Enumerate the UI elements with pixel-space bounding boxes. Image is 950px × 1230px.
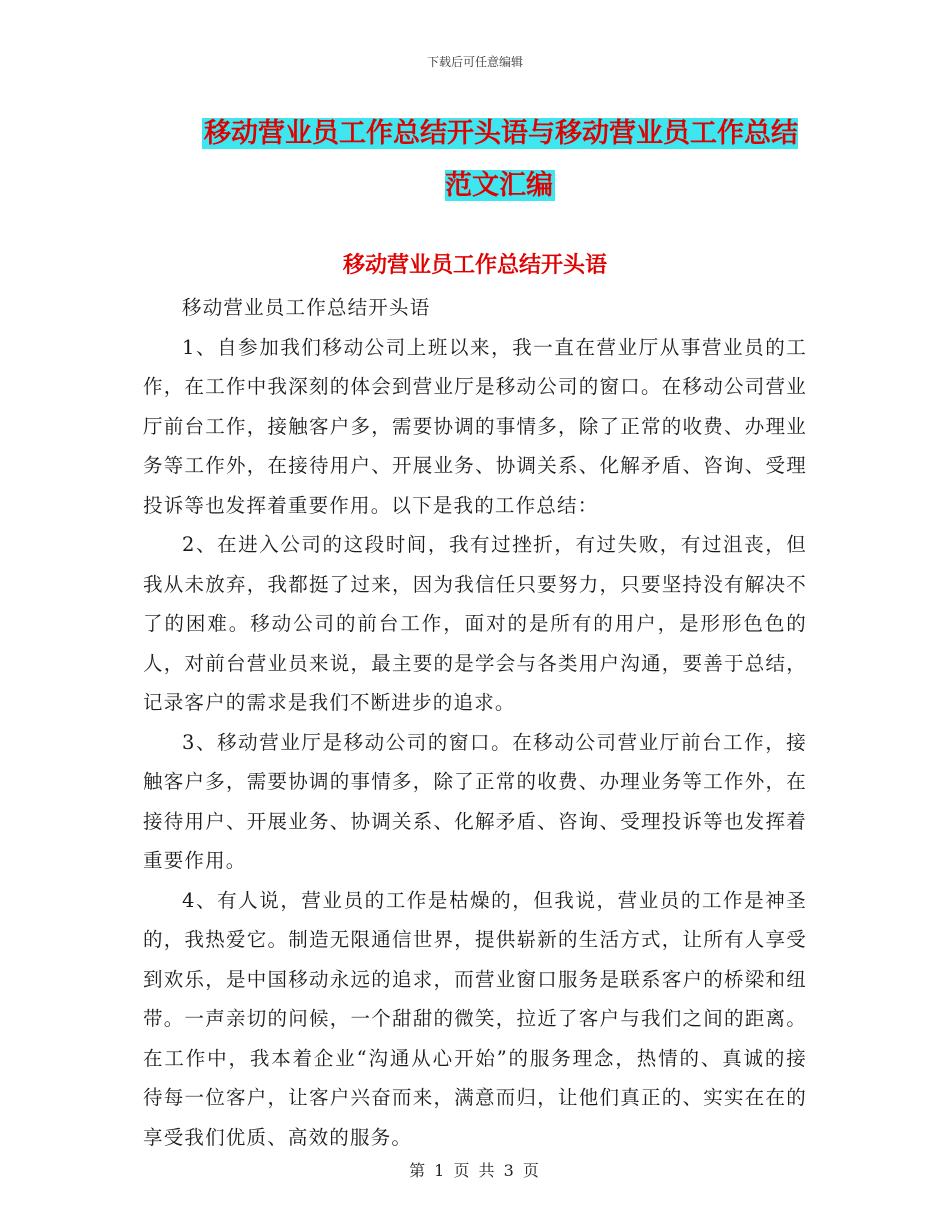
body-text [143, 288, 807, 1157]
document-title-text: 移动营业员工作总结开头语与移动营业员工作总结范文汇编 [204, 118, 798, 201]
page-number-footer: 第 1 页 共 3 页 [409, 1161, 541, 1180]
section-title: 移动营业员工作总结开头语 [342, 253, 607, 278]
paragraph: 1、自参加我们移动公司上班以来，我一直在营业厅从事营业员的工作，在工作中我深刻的体会到营业厅是移动公司的窗口。在移动公司营业厅前台工作，接触客户多，需要协调的事情多，除了正常的收费、办理业务等工作外，在接待用户、开展业务、协调关系、化解矛盾、咨询、受理投诉等也发挥着重要作用。以下是我的工作总结： [143, 335, 807, 517]
paragraph: 2、在进入公司的这段时间，我有过挫折，有过失败，有过沮丧，但我从未放弃，我都挺了过来，因为我信任只要努力，只要坚持没有解决不了的困难。移动公司的前台工作，面对的是所有的用户，是形形色色的人，对前台营业员来说，最主要的是学会与各类用户沟通，要善于总结，记录客户的需求是我们不断进步的追求。 [143, 533, 807, 714]
paragraph: 4、有人说，营业员的工作是枯燥的，但我说，营业员的工作是神圣的，我热爱它。制造无限通信世界，提供崭新的生活方式，让所有人享受到欢乐，是中国移动永远的追求，而营业窗口服务是联系客户的桥梁和纽带。一声亲切的问候，一个甜甜的微笑，拉近了客户与我们之间的距离。在工作中，我本着企业“沟通从心开始”的服务理念，热情的、真诚的接待每一位客户，让客户兴奋而来，满意而归，让他们真正的、实实在在的享受我们优质、高效的服务。 [143, 888, 807, 1149]
paragraph: 3、移动营业厅是移动公司的窗口。在移动公司营业厅前台工作，接触客户多，需要协调的事情多，除了正常的收费、办理业务等工作外，在接待用户、开展业务、协调关系、化解矛盾、咨询、受理投诉等也发挥着重要作用。 [143, 730, 807, 872]
document-title [190, 108, 810, 212]
header-note: 下载后可任意编辑 [426, 55, 523, 69]
paragraph: 移动营业员工作总结开头语 [182, 296, 431, 319]
